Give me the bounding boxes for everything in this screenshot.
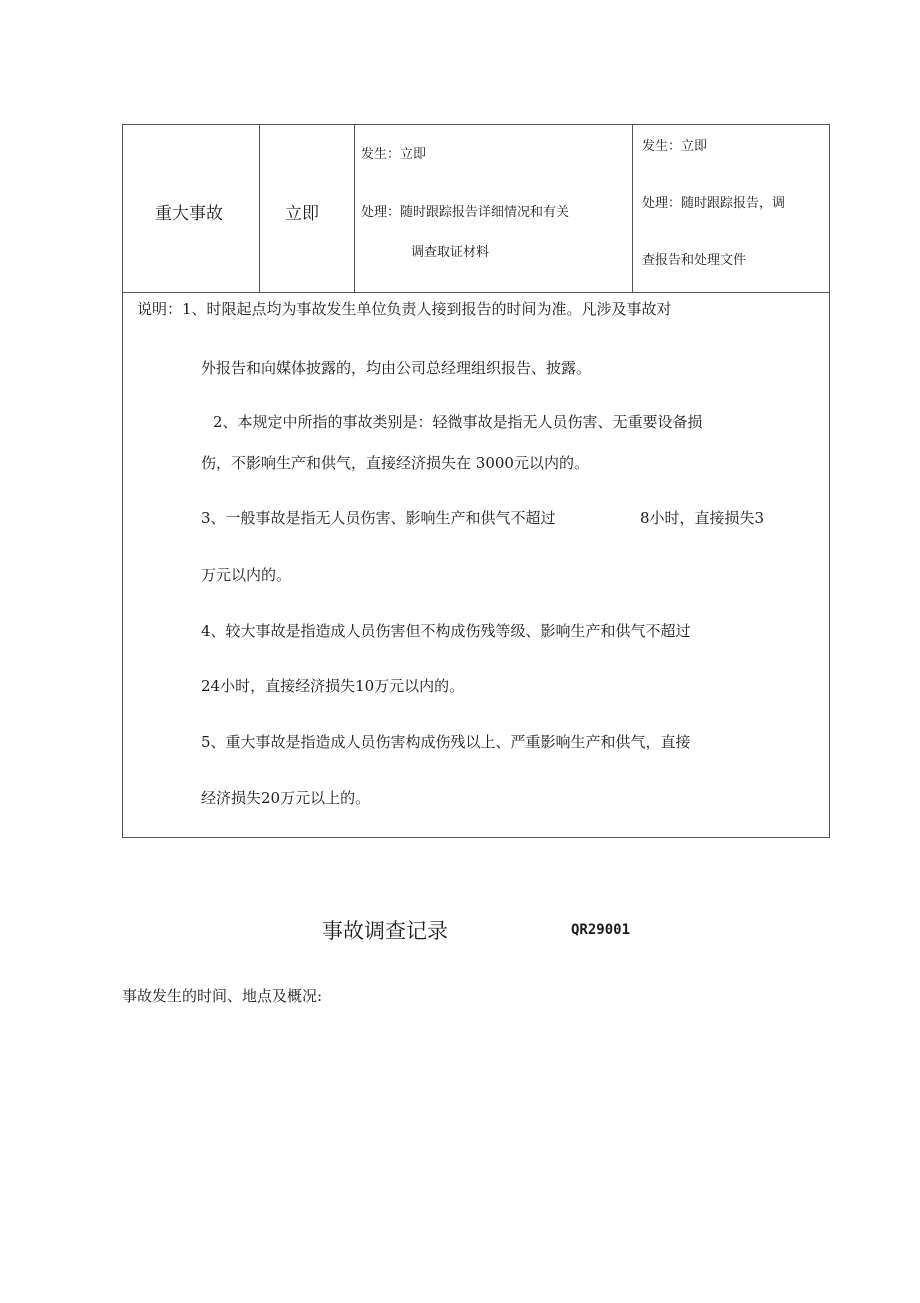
file-occur-text: 发生：立即 (642, 139, 708, 154)
report-requirement-cell (355, 125, 633, 292)
accident-report-table (122, 124, 830, 838)
timing-label: 立即 (285, 204, 319, 224)
table-row (123, 125, 829, 293)
note-line: 3、一般事故是指无人员伤害、影响生产和供气不超过 (201, 509, 556, 527)
report-handle-text: 处理：随时跟踪报告详细情况和有关 (361, 205, 570, 220)
record-title: 事故调查记录 (322, 919, 448, 943)
note-line: 2、本规定中所指的事故类别是：轻微事故是指无人员伤害、无重要设备损 (213, 413, 703, 431)
report-occur-text: 发生：立即 (361, 147, 427, 162)
category-cell (123, 125, 260, 292)
note-line: 万元以内的。 (201, 566, 292, 584)
note-line: 4、较大事故是指造成人员伤害但不构成伤残等级、影响生产和供气不超过 (201, 622, 691, 640)
note-line: 伤，不影响生产和供气，直接经济损失在 3000元以内的。 (201, 454, 589, 472)
note-line: 说明：1、时限起点均为事故发生单位负责人接到报告的时间为准。凡涉及事故对 (137, 300, 672, 318)
file-handle-text: 处理：随时跟踪报告，调 (642, 196, 786, 211)
file-handle-text-cont: 查报告和处理文件 (642, 253, 747, 268)
note-line: 经济损失20万元以上的。 (201, 789, 371, 807)
report-handle-text-cont: 调查取证材料 (411, 245, 490, 260)
file-requirement-cell (633, 125, 829, 292)
timing-cell (260, 125, 355, 292)
note-line: 外报告和向媒体披露的，均由公司总经理组织报告、披露。 (201, 359, 592, 377)
note-line: 8小时，直接损失3 (640, 509, 765, 527)
note-line: 24小时，直接经济损失10万元以内的。 (201, 677, 465, 695)
note-line: 5、重大事故是指造成人员伤害构成伤残以上、严重影响生产和供气，直接 (201, 733, 691, 751)
category-label: 重大事故 (155, 204, 223, 224)
record-field-label: 事故发生的时间、地点及概况: (122, 987, 323, 1005)
record-code: QR29001 (571, 922, 631, 938)
